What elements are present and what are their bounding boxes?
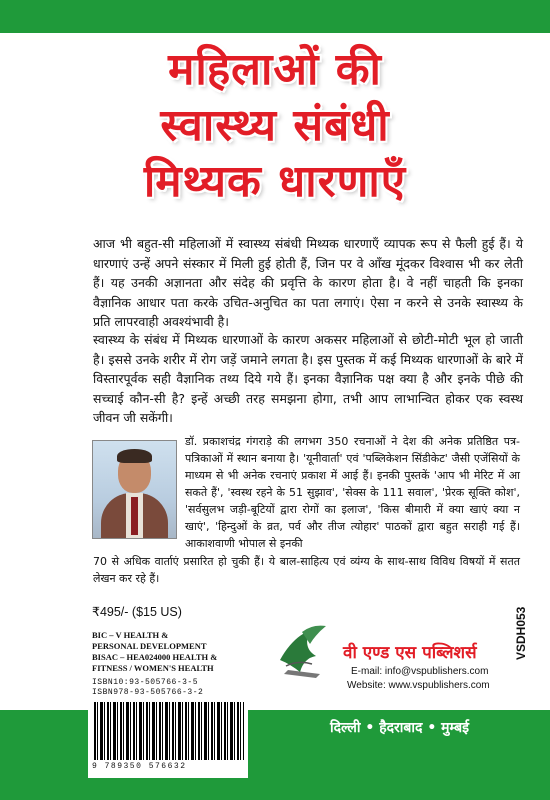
description-paragraph-2: स्वास्थ्य के संबंध में मिथ्यक धारणाओं के कारण अकसर महिलाओं से छोटी-मोटी भूल हो जाती है। इससे उनके शरीर में रोग जड़ें जमाने लगता है। इस पुस्तक में कई मिथ्यक धारणाओं के बारे में विस्तारपूर्वक सही वैज्ञानिक तथ्य दिये गये हैं। इनका वैज्ञानिक पक्ष क्या है और इनके पीछे की सच्चाई कौन-सी है? इन्हें अच्छी तरह समझना होगा, तभी आप लाभान्वित होकर एक स्वस्थ जीवन जी सकेंगी। (93, 332, 523, 425)
category-bic-line-2: PERSONAL DEVELOPMENT (92, 641, 207, 651)
isbn13: ISBN978-93-505766-3-2 (92, 688, 204, 697)
top-green-band (0, 0, 550, 33)
author-bio: डॉ. प्रकाशचंद्र गंगराड़े की लगभग 350 रचनाओं ने देश की अनेक प्रतिष्ठित पत्र-पत्रिकाओं में स्थान बनाया है। 'यूनीवार्ता' एवं 'पब्लिकेशन सिंडीकेट' जैसी एजेंसियों के माध्यम से भी अनेक रचनाएं प्रकाश में आई हैं। इनकी पुस्तकें 'आप भी मेरिट में आ सकते हैं', 'स्वस्थ रहने के 51 सुझाव', 'सेक्स के 111 सवाल', 'प्रेरक सूक्ति कोश', 'सर्वसुलभ जड़ी-बूटियों द्वारा रोगों का इलाज', 'किस बीमारी में क्या खाएं क्या न खाएं', 'हिन्दुओं के व्रत, पर्व और तीज त्योहार' पाठकों द्वारा बहुत सराही गई हैं। आकाशवाणी भोपाल से इनकी (185, 435, 520, 550)
author-photo (92, 440, 177, 539)
category-bisac-line-1: BISAC – HEA024000 HEALTH & (92, 652, 218, 662)
title-line-3: मिथ्यक धारणाएँ (143, 156, 407, 207)
category-bic-line-1: BIC – V HEALTH & (92, 630, 169, 640)
publisher-email: E-mail: info@vspublishers.com (351, 666, 489, 677)
photo-tie (131, 497, 138, 535)
description-paragraph-1: आज भी बहुत-सी महिलाओं में स्वास्थ्य संबंधी मिथ्यक धारणाएँ व्यापक रूप से फैली हुई हैं। ये धारणाएं उन्हें अपने संस्कार में मिली हुई होती हैं, जिन पर वे आँख मूंदकर विश्वास भी कर लेती हैं। यह उनकी अज्ञानता और संदेह की प्रवृत्ति के कारण होता है। वे नहीं चाहती कि इनका वैज्ञानिक आधार पता करके उचित-अनुचित का पता लगाएं। ऐसा न करने से उनके स्वास्थ्य के प्रति लापरवाही अवश्यंभावी है। (93, 236, 523, 329)
author-bio-continued: 70 से अधिक वार्ताएं प्रसारित हो चुकी हैं। ये बाल-साहित्य एवं व्यंग्य के साथ-साथ विविध विषयों में सतत लेखन कर रहे हैं। (93, 555, 520, 585)
publisher-cities: दिल्ली • हैदराबाद • मुम्बई (330, 720, 469, 736)
isbn10: ISBN10:93-505766-3-5 (92, 678, 199, 687)
sku-code: VSDH053 (514, 606, 528, 660)
book-title (0, 42, 550, 210)
publisher-name: वी एण्ड एस पब्लिशर्स (343, 643, 477, 663)
category-bisac-line-2: FITNESS / WOMEN'S HEALTH (92, 663, 214, 673)
photo-hair (117, 449, 152, 463)
barcode-digits: 9 789350 576632 (92, 762, 187, 771)
publisher-website: Website: www.vspublishers.com (347, 680, 490, 691)
barcode-graphic (94, 702, 244, 760)
price-label: ₹495/- ($15 US) (92, 605, 182, 619)
barcode-panel (88, 600, 248, 778)
title-line-2: स्वास्थ्य संबंधी (160, 100, 390, 151)
title-line-1: महिलाओं की (168, 44, 382, 95)
